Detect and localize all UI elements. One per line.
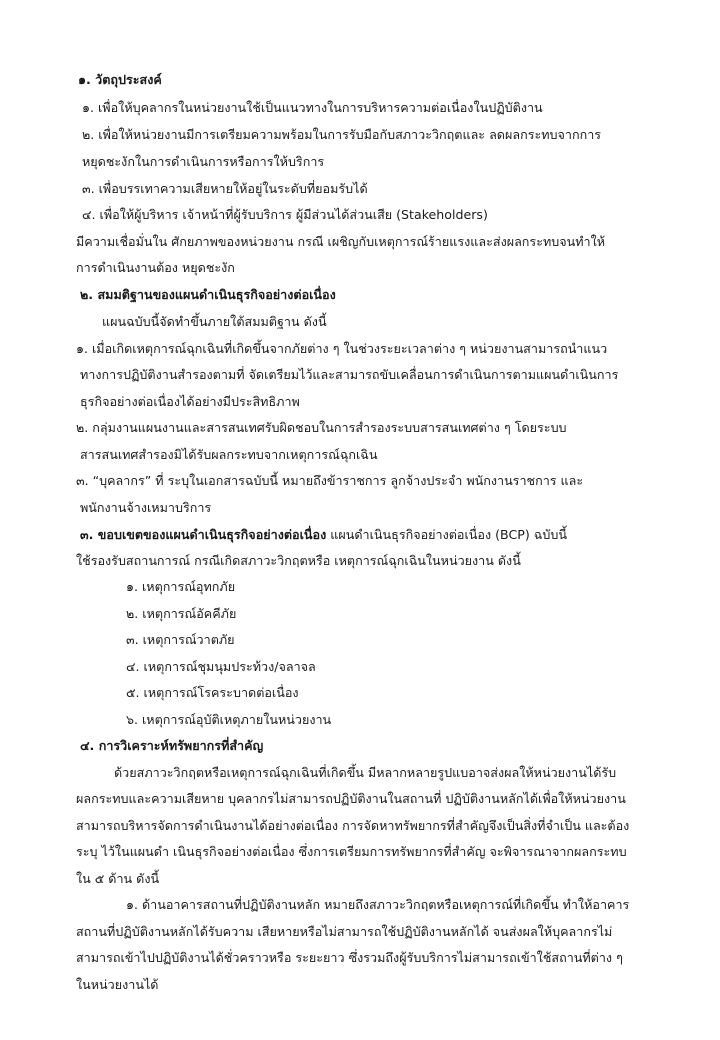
s1-item-4-cont-2: การดำเนินงานต้อง หยุดชะงัก <box>76 260 235 275</box>
s1-item-4: ๔. เพื่อให้ผู้บริหาร เจ้าหน้าที่ผู้รับบริการ ผู้มีส่วนได้ส่วนเสีย (Stakeholders) <box>82 207 488 222</box>
s2-intro: แผนฉบับนี้จัดทำขึ้นภายใต้สมมติฐาน ดังนี้ <box>102 314 327 329</box>
s2-item-2: ๒. กลุ่มงานแผนงานและสารสนเทศรับผิดชอบในการสำรองระบบสารสนเทศต่าง ๆ โดยระบบ <box>76 420 567 435</box>
section-2-heading: ๒. สมมติฐานของแผนดำเนินธุรกิจอย่างต่อเนื่อง <box>80 287 336 302</box>
section-3-line-2: ใช้รองรับสถานการณ์ กรณีเกิดสภาวะวิกฤตหรือ เหตุการณ์ฉุกเฉินในหน่วยงาน ดังนี้ <box>76 553 521 568</box>
section-1-heading: ๑. วัตถุประสงค์ <box>78 72 162 87</box>
s4-para2-line-3: สามารถเข้าไปปฏิบัติงานได้ชั่วคราวหรือ ระยะยาว ซึ่งรวมถึงผู้รับบริการไม่สามารถเข้าใช้สถานที่ต่าง ๆ <box>76 950 623 965</box>
s4-para1-line-3: สามารถบริหารจัดการดำเนินงานได้อย่างต่อเนื่อง การจัดหาทรัพยากรที่สำคัญจึงเป็นสิ่งที่จำเป็น และต้อง <box>76 818 630 833</box>
s1-item-4-cont: มีความเชื่อมั่นใน ศักยภาพของหน่วยงาน กรณี เผชิญกับเหตุการณ์ร้ายแรงและส่งผลกระทบจนทำให้ <box>76 234 606 249</box>
s1-item-3: ๓. เพื่อบรรเทาความเสียหายให้อยู่ในระดับที่ยอมรับได้ <box>82 181 368 196</box>
s4-para1-line-1: ด้วยสภาวะวิกฤตหรือเหตุการณ์ฉุกเฉินที่เกิดขึ้น มีหลากหลายรูปแบอาจส่งผลให้หน่วยงานได้รับ <box>114 765 617 780</box>
s1-item-2: ๒. เพื่อให้หน่วยงานมีการเตรียมความพร้อมในการรับมือกับสภาวะวิกฤตและ ลดผลกระทบจากการ <box>82 127 602 142</box>
s3-event-2: ๒. เหตุการณ์อัคคีภัย <box>126 606 237 621</box>
s2-item-1: ๑. เมื่อเกิดเหตุการณ์ฉุกเฉินที่เกิดขึ้นจากภัยต่าง ๆ ในช่วงระยะเวลาต่าง ๆ หน่วยงานสามารถนำแนว <box>76 341 608 356</box>
s3-event-4: ๔. เหตุการณ์ชุมนุมประท้วง/จลาจล <box>126 659 316 674</box>
section-4-heading: ๔. การวิเคราะห์ทรัพยากรที่สำคัญ <box>80 738 264 753</box>
s4-para1-line-2: ผลกระทบและความเสียหาย บุคลากรไม่สามารถปฏิบัติงานในสถานที่ ปฏิบัติงานหลักได้เพื่อให้หน่วยงาน <box>76 791 626 806</box>
s3-event-3: ๓. เหตุการณ์วาตภัย <box>126 632 235 647</box>
section-3-line <box>80 526 567 544</box>
section-3-heading-tail: แผนดำเนินธุรกิจอย่างต่อเนื่อง (BCP) ฉบับนี้ <box>330 527 567 542</box>
s2-item-3-cont: พนักงานจ้างเหมาบริการ <box>80 500 212 515</box>
s3-event-1: ๑. เหตุการณ์อุทกภัย <box>126 579 236 594</box>
s4-para2-line-4: ในหน่วยงานได้ <box>76 977 159 992</box>
s4-para1-line-5: ใน ๕ ด้าน ดังนี้ <box>76 871 160 886</box>
s1-item-2-cont: หยุดชะงักในการดำเนินการหรือการให้บริการ <box>82 154 325 169</box>
s2-item-1-cont-2: ธุรกิจอย่างต่อเนื่องได้อย่างมีประสิทธิภาพ <box>80 394 300 409</box>
s2-item-1-cont: ทางการปฏิบัติงานสำรองตามที่ จัดเตรียมไว้และสามารถขับเคลื่อนการดำเนินการตามแผนดำเนินการ <box>80 367 619 382</box>
s4-para1-line-4: ระบุ ไว้ในแผนดำ เนินธุรกิจอย่างต่อเนื่อง ซึ่งการเตรียมการทรัพยากรที่สำคัญ จะพิจารณาจากผลกระทบ <box>76 844 627 859</box>
s3-event-5: ๕. เหตุการณ์โรคระบาดต่อเนื่อง <box>126 685 299 700</box>
s1-item-1: ๑. เพื่อให้บุคลากรในหน่วยงานใช้เป็นแนวทางในการบริหารความต่อเนื่องในปฏิบัติงาน <box>82 100 543 115</box>
s4-para2-line-2: สถานที่ปฏิบัติงานหลักได้รับความ เสียหายหรือไม่สามารถใช้ปฏิบัติงานหลักได้ จนส่งผลให้บุคลากรไม่ <box>76 924 613 939</box>
s2-item-3: ๓. “บุคลากร” ที่ ระบุในเอกสารฉบับนี้ หมายถึงข้าราชการ ลูกจ้างประจำ พนักงานราชการ และ <box>76 473 584 488</box>
section-3-heading: ๓. ขอบเขตของแผนดำเนินธุรกิจอย่างต่อเนื่อง <box>80 527 327 542</box>
s4-para2-line-1: ๑. ด้านอาคารสถานที่ปฏิบัติงานหลัก หมายถึงสภาวะวิกฤตหรือเหตุการณ์ที่เกิดขึ้น ทำให้อาคาร <box>126 897 630 912</box>
s2-item-2-cont: สารสนเทศสำรองมิได้รับผลกระทบจากเหตุการณ์ฉุกเฉิน <box>80 447 378 462</box>
s3-event-6: ๖. เหตุการณ์อุบัติเหตุภายในหน่วยงาน <box>126 712 332 727</box>
